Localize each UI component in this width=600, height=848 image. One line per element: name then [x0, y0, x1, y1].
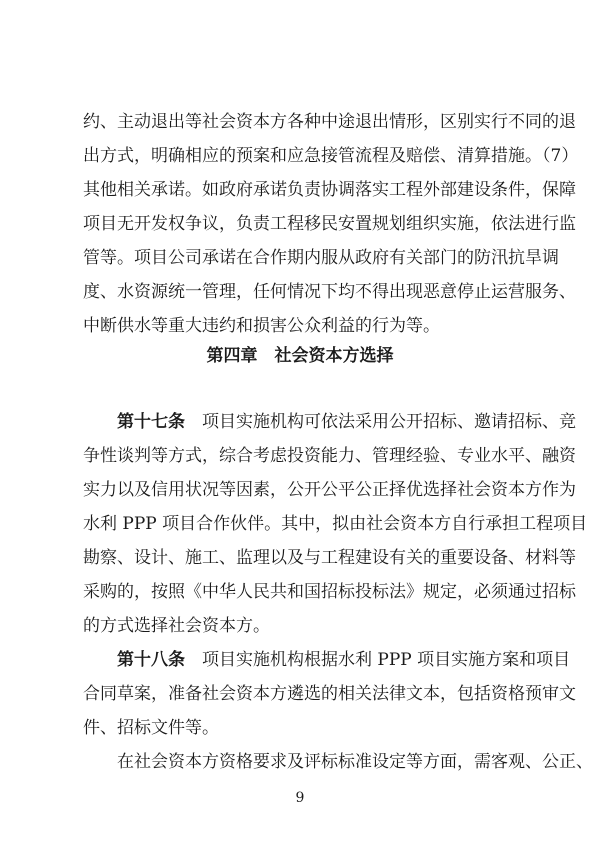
paragraph-line: 约、主动退出等社会资本方各种中途退出情形，区别实行不同的退: [83, 112, 576, 132]
paragraph-line: 水利 PPP 项目合作伙伴。其中，拟由社会资本方自行承担工程项目: [83, 514, 588, 534]
paragraph-line: 采购的，按照《中华人民共和国招标投标法》规定，必须通过招标: [83, 582, 576, 602]
article-18-label: 第十八条: [117, 650, 185, 670]
paragraph-line: 其他相关承诺。如政府承诺负责协调落实工程外部建设条件，保障: [83, 180, 576, 200]
paragraph-line: 中断供水等重大违约和损害公众利益的行为等。: [83, 316, 440, 336]
paragraph-line: 合同草案，准备社会资本方遴选的相关法律文本，包括资格预审文: [83, 684, 576, 704]
paragraph-line: 件、招标文件等。: [83, 718, 219, 738]
paragraph-line: 度、水资源统一管理，任何情况下均不得出现恶意停止运营服务、: [83, 282, 576, 302]
paragraph-line: 项目无开发权争议，负责工程移民安置规划组织实施，依法进行监: [83, 214, 576, 234]
paragraph-line: 争性谈判等方式，综合考虑投资能力、管理经验、专业水平、融资: [83, 446, 576, 466]
paragraph-line: 在社会资本方资格要求及评标标准设定等方面，需客观、公正、: [117, 752, 593, 772]
paragraph-line: 出方式，明确相应的预案和应急接管流程及赔偿、清算措施。（7）: [83, 146, 579, 166]
paragraph-line: 勘察、设计、施工、监理以及与工程建设有关的重要设备、材料等: [83, 548, 576, 568]
article-18-first-line: [117, 650, 571, 670]
article-17-label: 第十七条: [117, 412, 185, 432]
article-17-text: 项目实施机构可依法采用公开招标、邀请招标、竞: [202, 412, 576, 432]
chapter-heading: 第四章 社会资本方选择: [206, 346, 394, 366]
paragraph-line: 实力以及信用状况等因素，公开公平公正择优选择社会资本方作为: [83, 480, 576, 500]
article-18-text: 项目实施机构根据水利 PPP 项目实施方案和项目: [202, 650, 571, 670]
article-17-first-line: [117, 412, 576, 432]
paragraph-line: 的方式选择社会资本方。: [83, 616, 270, 636]
paragraph-line: 管等。项目公司承诺在合作期内服从政府有关部门的防汛抗旱调: [83, 248, 559, 268]
page-number: 9: [295, 790, 305, 806]
